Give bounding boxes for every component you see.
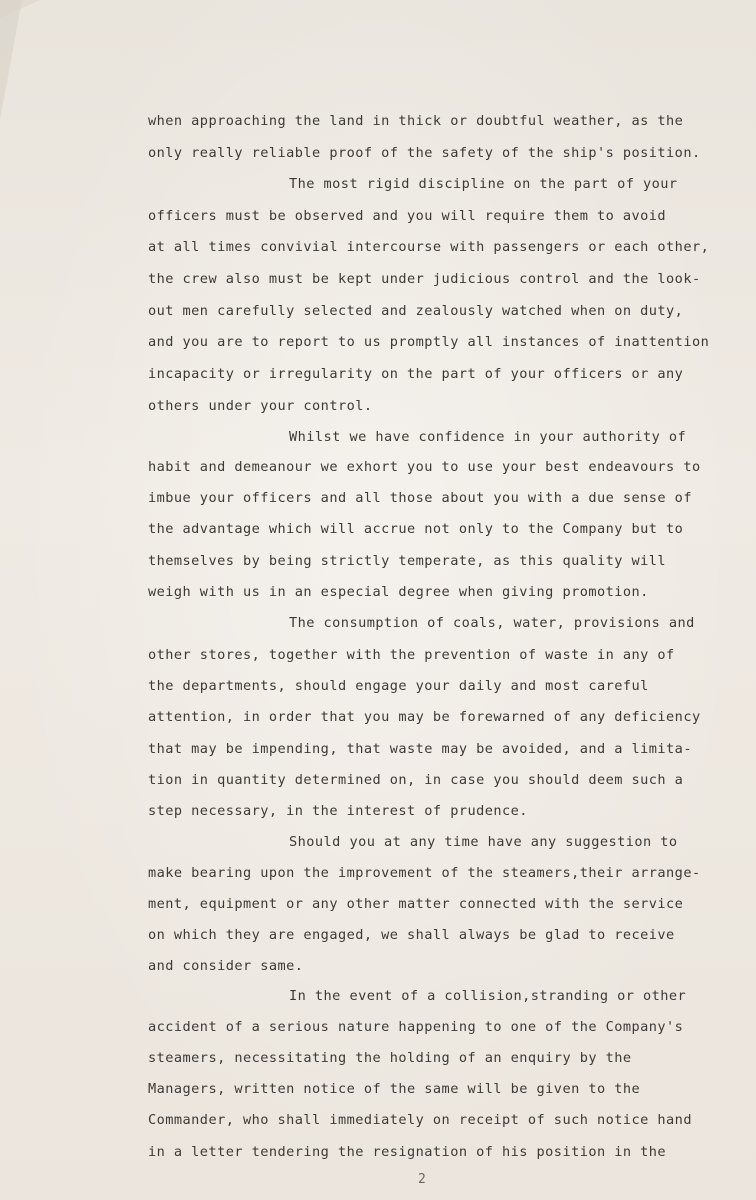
text-line: in a letter tendering the resignation of his position in the [148, 1144, 667, 1160]
text-line: habit and demeanour we exhort you to use your best endeavours to [148, 459, 701, 475]
text-line: ment, equipment or any other matter connected with the service [148, 896, 684, 912]
page-number: 2 [418, 1172, 426, 1187]
text-line: make bearing upon the improvement of the steamers,their arrange- [148, 865, 701, 881]
folded-corner [0, 0, 22, 120]
paragraph-first-line: In the event of a collision,stranding or other [289, 988, 687, 1004]
text-line: only really reliable proof of the safety of the ship's position. [148, 145, 701, 161]
folded-corner-tip [0, 0, 40, 18]
text-line: on which they are engaged, we shall always be glad to receive [148, 927, 675, 943]
text-line: out men carefully selected and zealously watched when on duty, [148, 303, 684, 319]
text-line: incapacity or irregularity on the part of your officers or any [148, 366, 684, 382]
text-line: themselves by being strictly temperate, as this quality will [148, 553, 667, 569]
text-line: when approaching the land in thick or doubtful weather, as the [148, 113, 684, 129]
text-line: imbue your officers and all those about you with a due sense of [148, 490, 692, 506]
paragraph-first-line: Whilst we have confidence in your authority of [289, 429, 687, 445]
text-line: and you are to report to us promptly all instances of inattention [148, 334, 710, 350]
text-line: attention, in order that you may be forewarned of any deficiency [148, 709, 701, 725]
text-line: Commander, who shall immediately on receipt of such notice hand [148, 1112, 692, 1128]
text-line: the departments, should engage your daily and most careful [148, 678, 649, 694]
text-line: tion in quantity determined on, in case you should deem such a [148, 772, 684, 788]
paragraph-first-line: Should you at any time have any suggestion to [289, 834, 678, 850]
text-line: accident of a serious nature happening to one of the Company's [148, 1019, 684, 1035]
text-line: the advantage which will accrue not only to the Company but to [148, 521, 684, 537]
text-line: other stores, together with the prevention of waste in any of [148, 647, 675, 663]
text-line: Managers, written notice of the same will be given to the [148, 1081, 641, 1097]
text-line: steamers, necessitating the holding of an enquiry by the [148, 1050, 632, 1066]
text-line: and consider same. [148, 958, 304, 974]
paragraph-first-line: The most rigid discipline on the part of your [289, 176, 678, 192]
paragraph-first-line: The consumption of coals, water, provisions and [289, 615, 695, 631]
text-line: others under your control. [148, 398, 373, 414]
text-line: the crew also must be kept under judicious control and the look- [148, 271, 701, 287]
text-line: weigh with us in an especial degree when giving promotion. [148, 584, 649, 600]
text-line: at all times convivial intercourse with passengers or each other, [148, 239, 710, 255]
text-line: that may be impending, that waste may be avoided, and a limita- [148, 741, 692, 757]
text-line: step necessary, in the interest of prudence. [148, 803, 528, 819]
text-line: officers must be observed and you will require them to avoid [148, 208, 667, 224]
